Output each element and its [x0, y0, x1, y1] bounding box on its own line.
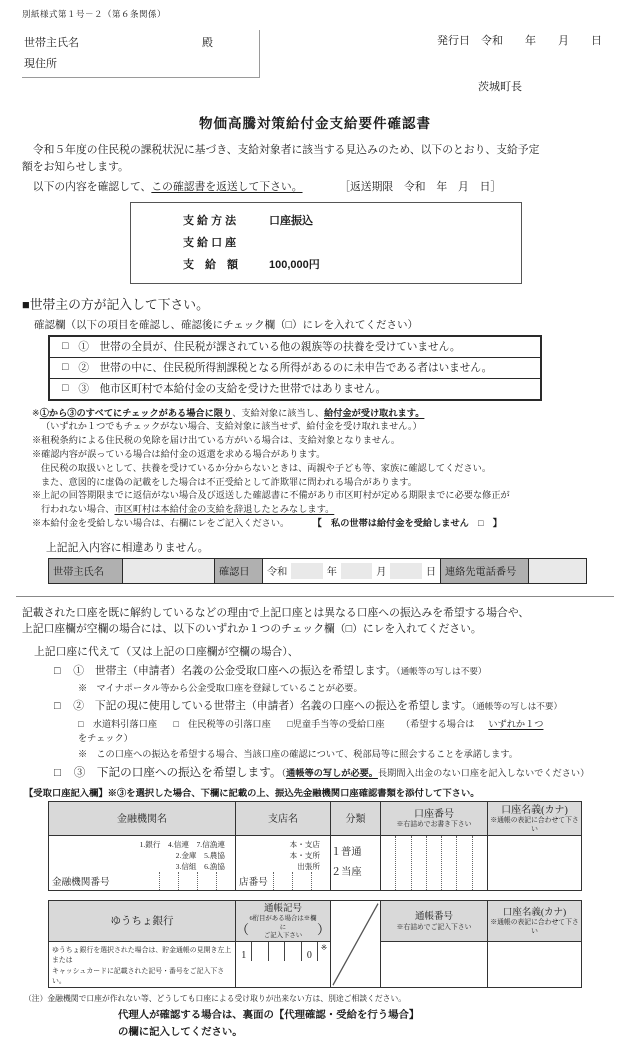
account-digit-cell[interactable]: [456, 836, 471, 890]
account-digit-cell[interactable]: [381, 836, 395, 890]
passbook-number-header: 通帳番号 ※右詰めでご記入下さい: [381, 900, 488, 941]
branch-name-cell[interactable]: [236, 835, 331, 890]
payment-method-label: 支 給 方 法: [183, 214, 237, 227]
check-column-instruction: 確認欄（以下の項目を確認し、確認後にチェック欄（□）にレを入れてください）: [34, 319, 419, 331]
symbol-note: （ 6桁目がある場合は※欄に ご記入下さい ）: [236, 915, 330, 940]
householder-name-label: 世帯主氏名: [24, 37, 79, 49]
note-deadline-underline: 市区町村は本給付金の支給を辞退したとみなします。: [114, 504, 335, 515]
account-digit-cell[interactable]: [395, 836, 410, 890]
passbook-number-cell[interactable]: [381, 942, 488, 988]
option3-note: [281, 768, 589, 778]
signature-table: [48, 558, 587, 584]
bank-code-label: 金融機関番号: [52, 876, 110, 888]
note-refund: ※確認内容が誤っている場合は給付金の返還を求める場合があります。: [32, 448, 326, 459]
alt-account-lead: 上記口座に代えて（又は上記の口座欄が空欄の場合）、: [34, 646, 299, 659]
account-holder-header: 口座名義(カナ) ※通帳の表記に合わせて下さい: [488, 802, 582, 836]
branch-code-digit[interactable]: [273, 872, 292, 890]
branch-code-row: [236, 872, 330, 890]
year-input[interactable]: [291, 563, 322, 579]
payment-amount-row: [183, 254, 521, 276]
option2-row: [48, 698, 608, 713]
proxy-line1: 代理人が確認する場合は、裏面の【代理確認・受給を行う場合】: [118, 1010, 420, 1022]
water-account-checkbox[interactable]: □ 水道料引落口座: [78, 719, 158, 730]
sig-date-cell: [263, 558, 441, 583]
form-number: 別紙様式第１号－２（第６条関係）: [22, 9, 167, 19]
year-label: 年: [326, 567, 337, 579]
account-digit-cell[interactable]: [411, 836, 426, 890]
bank-header-row: [49, 802, 582, 836]
yucho-holder-cell[interactable]: [488, 942, 582, 988]
note-deadline-2: [41, 503, 608, 517]
option1-checkbox[interactable]: □: [54, 665, 61, 678]
account-number-digits: [381, 836, 487, 890]
checkbox-item3[interactable]: □: [62, 383, 69, 395]
option2-checkbox[interactable]: □: [54, 700, 61, 713]
account-digit-cell[interactable]: [426, 836, 441, 890]
option3-checkbox[interactable]: □: [54, 766, 62, 780]
diagonal-line: [331, 901, 380, 988]
era-label: 令和: [267, 567, 288, 579]
checklist-row-1: [50, 337, 540, 357]
note-deadline-pre: 行われない場合、: [41, 504, 115, 515]
proxy-instruction: [118, 1008, 608, 1041]
option2-note: （通帳等の写しは不要）: [471, 701, 563, 712]
yucho-bank-header: ゆうちょ銀行: [49, 900, 236, 941]
account-number-header: 口座番号 ※右詰めでお書き下さい: [381, 802, 488, 836]
bank-code-digit[interactable]: [197, 872, 216, 890]
checklist-item3-text: ③ 他市区町村で本給付金の支給を受けた世帯ではありません。: [78, 384, 387, 396]
sig-phone-label: 連絡先電話番号: [441, 558, 529, 583]
passbook-symbol-header: 通帳記号 （ 6桁目がある場合は※欄に ご記入下さい ）: [236, 900, 331, 941]
option1-note: （通帳等の写しは不要）: [396, 666, 487, 677]
account-type-ordinary[interactable]: １普通: [331, 847, 362, 859]
intro-line1: 令和５年度の住民税の課税状況に基づき、支給対象者に該当する見込みのため、以下のとおり、支給予定: [22, 144, 540, 156]
form-header: [22, 20, 608, 104]
sig-name-input[interactable]: [123, 558, 215, 583]
subcheck-note-pre: （希望する場合は: [400, 719, 475, 730]
confirm-underlined-text: この確認書を返送して下さい。: [151, 180, 303, 193]
account-type-cell[interactable]: [331, 835, 381, 890]
note-decline-row: [32, 517, 608, 531]
passbook-symbol-cell: [236, 942, 331, 988]
bank-name-cell[interactable]: [49, 835, 236, 890]
option1-row: [48, 663, 608, 678]
payment-account-label: 支 給 口 座: [183, 236, 237, 249]
option1-subnote: ※ マイナポータル等から公金受取口座を登録していることが必要。: [78, 683, 363, 694]
option3-note-pre: （: [281, 768, 287, 779]
payment-amount-value: 100,000円: [269, 258, 320, 271]
account-entry-heading: 【受取口座記入欄】※③を選択した場合、下欄に記載の上、振込先金融機関口座確認書類を添付して下さい。: [24, 789, 480, 800]
proxy-line2: の欄に記入してください。: [118, 1027, 243, 1039]
branch-type-legend: 本・支店 本・支所 出張所: [289, 839, 320, 871]
account-holder-cell[interactable]: [488, 835, 582, 890]
payment-amount-label: 支 給 額: [183, 258, 238, 271]
account-digit-cell[interactable]: [441, 836, 456, 890]
alt-account-paragraph: [22, 605, 608, 637]
confirm-instruction: [22, 179, 608, 194]
account-digit-cell[interactable]: [472, 836, 487, 890]
option2-subchecks: [78, 716, 608, 744]
yucho-body-row: [49, 942, 582, 988]
addressee-box: [22, 30, 260, 78]
month-label: 月: [376, 567, 387, 579]
sig-date-label: 確認日: [215, 558, 263, 583]
payment-method-row: [183, 210, 521, 232]
option3-note-underline: 通帳等の写しが必要。: [286, 768, 378, 779]
address-label: 現住所: [24, 57, 57, 70]
checkbox-item1[interactable]: □: [62, 341, 69, 353]
option2-text: ② 下記の現に使用している世帯主（申請者）名義の口座への振込を希望します。: [73, 700, 472, 713]
note-eligibility-bold: ①から③のすべてにチェックがある場合に限り: [39, 407, 233, 418]
sig-name-label: 世帯主氏名: [49, 558, 123, 583]
confirm-pre-text: 以下の内容を確認して、: [22, 180, 152, 193]
note-eligibility: [32, 407, 608, 421]
symbol-extra-cell[interactable]: ※: [317, 942, 330, 961]
footer-note: （注）金融機関で口座が作れない等、どうしても口座による受け取りが出来ない方は、別途ご相談ください。: [24, 994, 407, 1004]
option3-row: [48, 764, 608, 780]
account-number-cell[interactable]: [381, 835, 488, 890]
section-divider: [16, 596, 614, 597]
yucho-holder-header: 口座名義(カナ) ※通帳の表記に合わせて下さい: [488, 900, 582, 941]
yucho-instruction-cell: ゆうちょ銀行を選択された場合は、貯金通帳の見開き左上または キャッシュカードに記載された記号・番号をご記入下さい。: [49, 942, 236, 988]
alt-para-line1: 記載された口座を既に解約しているなどの理由で上記口座とは異なる口座への振込みを希望する場合や、: [22, 606, 530, 619]
note-asterisk: ※: [32, 407, 40, 418]
subcheck-note-underline: いずれか１つ: [488, 719, 544, 730]
signature-statement: 上記記入内容に相違ありません。: [46, 541, 209, 554]
note-dependents: 住民税の取扱いとして、扶養を受けているか分からないときは、両親や子ども等、家族に確認してください。: [41, 462, 492, 473]
checkbox-item2[interactable]: □: [62, 362, 69, 374]
bank-body-row: [49, 835, 582, 890]
intro-line2: 額をお知らせします。: [22, 161, 129, 174]
symbol-digit-3[interactable]: [268, 942, 284, 961]
decline-checkbox-bracket[interactable]: 【 私の世帯は給付金を受給しません □ 】: [317, 517, 502, 528]
branch-name-header: 支店名: [236, 802, 331, 836]
signature-row: [49, 558, 587, 583]
issue-date: 発行日 令和 年 月 日: [437, 35, 602, 47]
intro-paragraph: [22, 142, 608, 177]
account-type-current[interactable]: ２当座: [331, 866, 362, 878]
payment-summary-box: [130, 202, 522, 284]
note-eligibility-mid: 、支給対象に該当し、: [232, 407, 325, 418]
mayor-name: 茨城町長: [478, 81, 522, 93]
bank-code-row: [49, 872, 235, 890]
sig-phone-input[interactable]: [529, 558, 587, 583]
symbol-digit-5[interactable]: 0: [301, 942, 317, 961]
checklist-item1-text: ① 世帯の全員が、住民税が課されている他の親族等の扶養を受けていません。: [78, 342, 461, 354]
payment-method-value: 口座振込: [269, 214, 313, 227]
checklist-row-2: [50, 357, 540, 378]
bank-code-legend: 1.銀行 4.信連 7.信漁連 2.金庫 5.農協 3.信組 6.漁協: [139, 839, 225, 871]
alt-para-line2: 上記口座欄が空欄の場合には、以下のいずれか１つのチェック欄（□）にレを入れてください。: [22, 622, 482, 635]
note-eligibility-sub: （いずれか１つでもチェックがない場合、支給対象に該当せず、給付金を受け取れません。）: [41, 421, 422, 432]
return-deadline: ［返送期限 令和 年 月 日］: [339, 180, 502, 193]
bank-account-table: [48, 801, 582, 891]
confirmation-checklist: [48, 335, 542, 401]
child-allowance-checkbox[interactable]: □児童手当等の受給口座: [287, 719, 385, 730]
bank-code-digit[interactable]: [216, 872, 235, 890]
bank-name-header: 金融機関名: [49, 802, 236, 836]
branch-code-digit[interactable]: [292, 872, 311, 890]
checklist-row-3: [50, 378, 540, 399]
branch-code-label: 店番号: [239, 876, 268, 888]
option3-text: ③ 下記の口座への振込を希望します。: [73, 766, 282, 780]
option3-note-post: 長期間入出金のない口座を記入しないでください）: [377, 768, 590, 779]
note-deadline-1: ※上記の回答期限までに返信がない場合及び返送した確認書に不備があり市区町村が定める期限までに必要な修正が: [32, 490, 510, 501]
branch-code-digit[interactable]: [311, 872, 330, 890]
page-title: 物価高騰対策給付金支給要件確認書: [199, 116, 431, 131]
note-decline-text: ※本給付金を受給しない場合は、右欄にレをご記入ください。: [32, 517, 290, 528]
symbol-digit-1[interactable]: 1: [241, 950, 247, 962]
symbol-digit-4[interactable]: [284, 942, 300, 961]
diagonal-separator-cell: [331, 900, 381, 988]
bank-code-digit[interactable]: [178, 872, 197, 890]
month-input[interactable]: [341, 563, 372, 579]
tax-account-checkbox[interactable]: □ 住民税等の引落口座: [173, 719, 271, 730]
yucho-header-row: [49, 900, 582, 941]
honorific-label: 殿: [202, 37, 213, 49]
checklist-item2-text: ② 世帯の中に、住民税所得割課税となる所得があるのに未申告である者はいません。: [78, 363, 493, 375]
day-label: 日: [425, 567, 437, 579]
option2-subnote: ※ この口座への振込を希望する場合、当該口座の確認について、税部局等に照会することを承諾します。: [78, 749, 518, 760]
day-input[interactable]: [390, 563, 421, 579]
notes-block: [32, 407, 608, 531]
section-heading-householder: ■世帯主の方が記入して下さい。: [22, 297, 209, 312]
symbol-digit-2[interactable]: [251, 942, 267, 961]
note-eligibility-underline: 給付金が受け取れます。: [324, 407, 425, 418]
payment-account-row: [183, 232, 521, 254]
subcheck-note-post: をチェック）: [78, 733, 133, 744]
bank-code-digit[interactable]: [159, 872, 178, 890]
householder-name-row: [24, 33, 249, 54]
note-tax-treaty: ※租税条約による住民税の免除を届け出ている方がいる場合は、支給対象となりません。: [32, 435, 401, 446]
account-type-header: 分類: [331, 802, 381, 836]
option1-text: ① 世帯主（申請者）名義の公金受取口座への振込を希望します。: [73, 665, 397, 678]
note-fraud: また、意図的に虚偽の記載をした場合は不正受給として詐欺罪に問われる場合があります。: [41, 476, 417, 487]
yucho-account-table: [48, 900, 582, 989]
